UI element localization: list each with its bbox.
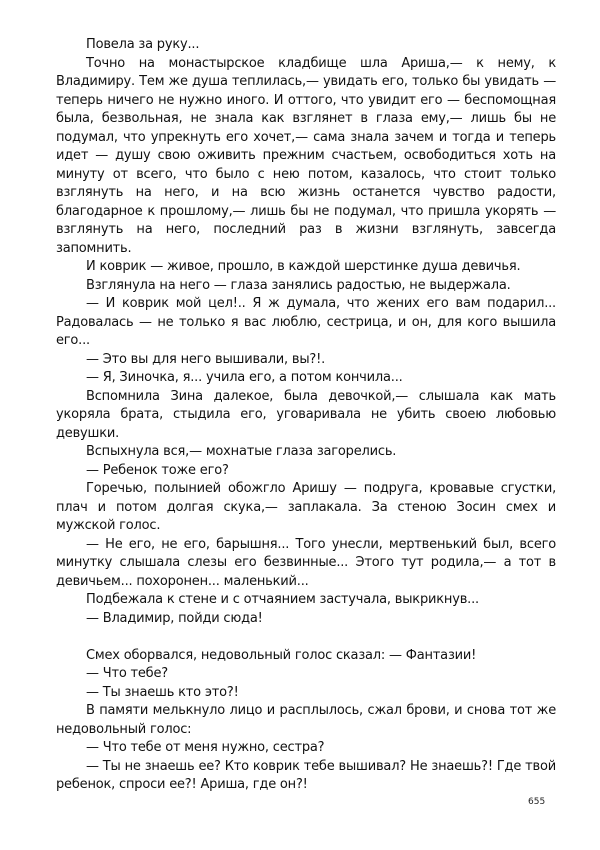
paragraph: — Это вы для него вышивали, вы?!.: [86, 351, 326, 367]
paragraph: — Что тебе?: [86, 666, 168, 681]
paragraph: — Ты не знаешь ее? Кто коврик тебе вышивал? Не знаешь?! Где твой ребенок, спроси ее?! Ариша, где он?!: [56, 758, 556, 792]
paragraph: — Владимир, пойди сюда!: [86, 610, 263, 626]
body-text: [56, 36, 556, 795]
paragraph: — Ребенок тоже его?: [86, 462, 229, 478]
paragraph: Вспомнила Зина далекое, была девочкой,— слышала как мать укоряла брата, стыдила его, уговаривала не убить своею любовью девушки.: [56, 388, 556, 441]
paragraph: Подбежала к стене и с отчаянием застучала, выкрикнув...: [86, 592, 479, 607]
paragraph: — И коврик мой цел!.. Я ж думала, что жених его вам подарил... Радовалась — не только я вас люблю, сестрица, и он, для кого вышила его...: [56, 296, 556, 348]
paragraph: Смех оборвался, недовольный голос сказал: — Фантазии!: [86, 647, 477, 663]
paragraph: Горечью, полынией обожгло Аришу — подруга, кровавые сгустки, плач и потом долгая скука,— заплакала. За стеною Зосин смех и мужской голос.: [56, 481, 556, 533]
paragraph: — Я, Зиночка, я... учила его, а потом кончила...: [86, 370, 403, 385]
paragraph: Повела за руку...: [86, 37, 200, 52]
paragraph: Вспыхнула вся,— мохнатые глаза загорелись.: [86, 444, 397, 459]
paragraph: Взглянула на него — глаза занялись радостью, не выдержала.: [86, 277, 511, 293]
paragraph: — Ты знаешь кто это?!: [86, 684, 239, 700]
paragraph: В памяти мелькнуло лицо и расплылось, сжал брови, и снова тот же недовольный голос:: [56, 703, 556, 737]
paragraph: И коврик — живое, прошло, в каждой шерстинке душа девичья.: [86, 259, 521, 274]
page-number: 655: [528, 797, 546, 807]
paragraph: Точно на монастырское кладбище шла Ариша,— к нему, к Владимиру. Тем же душа теплилась,— увидать его, только бы увидать — теперь ничего не нужно иного. И оттого, что увидит его — беспомощная была, безвольная, не знала как взглянет в глаза ему,— лишь бы не подумал, что упрекнуть его хочет,— сама знала зачем и тогда и теперь идет — душу свою оживить прежним счастьем, освободиться хоть на минуту от всего, что было с нею потом, казалось, что стоит только взглянуть на него, и на всю жизнь останется чувство радости, благодарное к прошлому,— лишь бы не подумал, что пришла укорять — взглянуть на него, последний раз в жизни взглянуть, завсегда запомнить.: [56, 55, 556, 256]
paragraph: — Не его, не его, барышня... Того унесли, мертвенький был, всего минутку слышала слезы его безвинные... Этого тут родила,— а тот в девичьем... похоронен... маленький...: [56, 536, 556, 589]
paragraph: — Что тебе от меня нужно, сестра?: [86, 740, 325, 755]
